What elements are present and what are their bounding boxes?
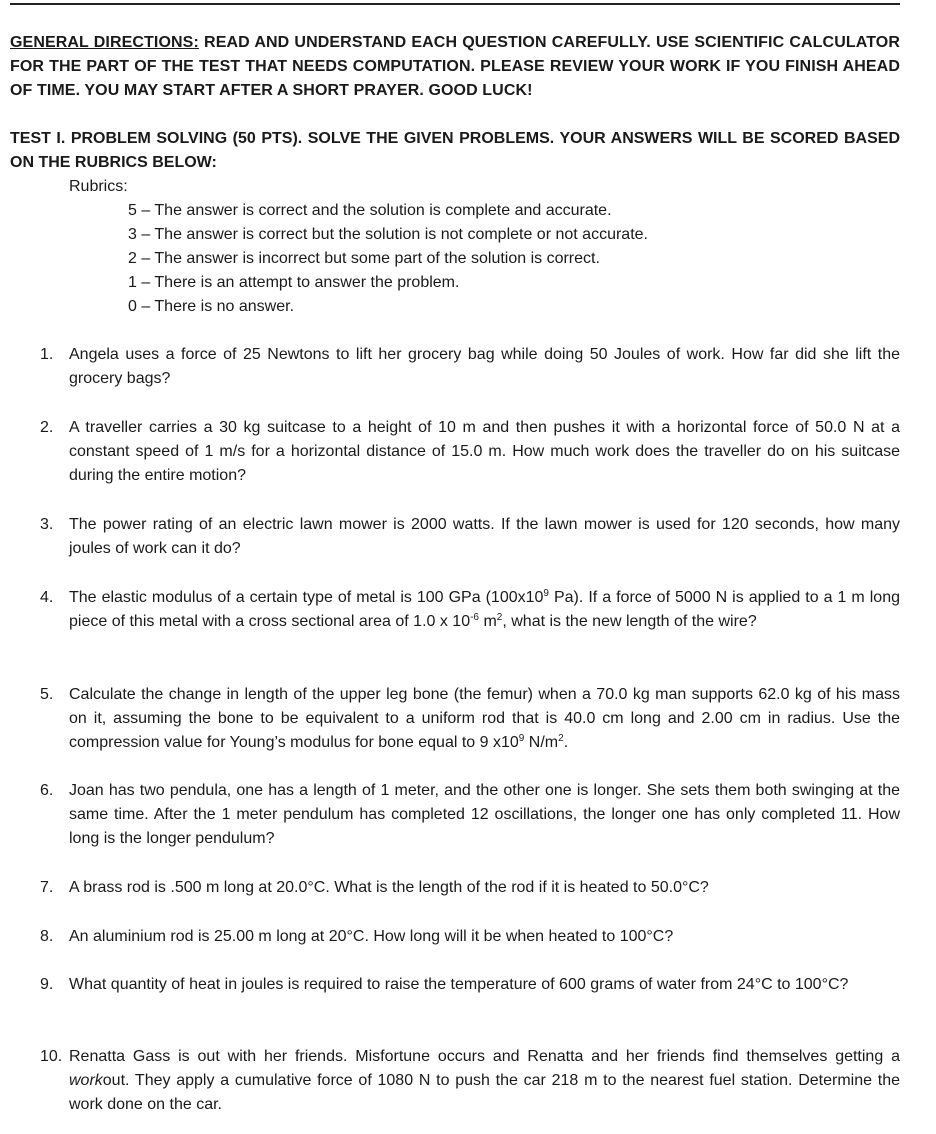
rubrics-label: Rubrics: (69, 178, 128, 195)
question-number: 3. (40, 516, 54, 533)
question-number: 4. (40, 589, 54, 606)
question-6 (40, 779, 900, 851)
question-number: 10. (40, 1048, 63, 1065)
question-8 (40, 925, 900, 949)
rubric-item: 3 – The answer is correct but the solution is not complete or not accurate. (128, 226, 648, 243)
general-directions (10, 31, 900, 103)
question-number: 5. (40, 686, 54, 703)
question-number: 1. (40, 346, 54, 363)
question-text: Angela uses a force of 25 Newtons to lift her grocery bag while doing 50 Joules of work. How far did she lift the grocery bags? (69, 346, 900, 387)
question-4 (40, 586, 900, 634)
question-7 (40, 876, 900, 900)
question-text: Joan has two pendula, one has a length of 1 meter, and the other one is longer. She sets them both swinging at the same time. After the 1 meter pendulum has completed 12 oscillations, the longer one has only completed 11. How long is the longer pendulum? (69, 782, 900, 847)
question-text: An aluminium rod is 25.00 m long at 20°C. How long will it be when heated to 100°C? (69, 928, 674, 945)
question-10 (40, 1045, 900, 1117)
question-9 (40, 973, 900, 997)
test-heading: TEST I. PROBLEM SOLVING (50 PTS). SOLVE THE GIVEN PROBLEMS. YOUR ANSWERS WILL BE SCORED BASED ON THE RUBRICS BELOW: (10, 130, 900, 171)
top-rule (10, 3, 900, 5)
question-text-part: The elastic modulus of a certain type of metal is 100 GPa (100x10 (69, 589, 544, 606)
question-1 (40, 343, 900, 391)
rubric-item: 2 – The answer is incorrect but some part of the solution is correct. (128, 250, 600, 267)
rubric-list (128, 199, 648, 319)
question-3 (40, 513, 900, 561)
question-text-part: , what is the new length of the wire? (502, 613, 757, 630)
question-text-part: . (563, 734, 569, 751)
question-text: What quantity of heat in joules is required to raise the temperature of 600 grams of water from 24°C to 100°C? (69, 976, 849, 993)
question-text-part: m (479, 613, 497, 630)
question-text-part: Renatta Gass is out with her friends. Misfortune occurs and Renatta and her friends find themselves getting a (69, 1048, 900, 1065)
question-2 (40, 416, 900, 488)
emphasis-text: work (69, 1072, 103, 1089)
directions-label: GENERAL DIRECTIONS: (10, 34, 199, 51)
superscript: 2 (558, 733, 564, 744)
superscript: 9 (543, 588, 549, 599)
question-text: A traveller carries a 30 kg suitcase to a height of 10 m and then pushes it with a horizontal force of 50.0 N at a constant speed of 1 m/s for a horizontal distance of 15.0 m. How much work does the traveller do on his suitcase during the entire motion? (69, 419, 900, 484)
superscript: 9 (518, 733, 525, 744)
directions-text: READ AND UNDERSTAND EACH QUESTION CAREFULLY. USE SCIENTIFIC CALCULATOR FOR THE PART OF THE TEST THAT NEEDS COMPUTATION. PLEASE REVIEW YOUR WORK IF YOU FINISH AHEAD OF TIME. YOU MAY START AFTER A SHORT PRAYER. GOOD LUCK! (10, 34, 900, 99)
superscript: 2 (496, 612, 503, 623)
question-text-part: Calculate the change in length of the upper leg bone (the femur) when a 70.0 kg man supports 62.0 kg of his mass on it, assuming the bone to be equivalent to a uniform rod that is 40.0 cm long and 2.00 cm in radius. Use the compression value for Young’s modulus for bone equal to 9 x10 (69, 686, 900, 751)
question-text (69, 683, 900, 755)
rubric-item: 5 – The answer is correct and the solution is complete and accurate. (128, 202, 612, 219)
question-text (69, 586, 900, 634)
question-5 (40, 683, 900, 755)
question-text-part: Pa). If a force of 5000 N is applied to a 1 m long piece of this metal with a cross sectional area of 1.0 x 10 (69, 589, 900, 630)
question-text-part: N/m (524, 734, 559, 751)
rubric-item: 0 – There is no answer. (128, 298, 295, 315)
question-text-part: out. They apply a cumulative force of 1080 N to push the car 218 m to the nearest fuel station. Determine the work done on the car. (69, 1072, 900, 1113)
question-text: The power rating of an electric lawn mower is 2000 watts. If the lawn mower is used for 120 seconds, how many joules of work can it do? (69, 516, 900, 557)
rubric-item: 1 – There is an attempt to answer the problem. (128, 274, 460, 291)
question-number: 2. (40, 419, 54, 436)
question-number: 6. (40, 782, 54, 799)
question-number: 9. (40, 976, 54, 993)
question-number: 8. (40, 928, 54, 945)
question-text (69, 1045, 900, 1117)
question-number: 7. (40, 879, 54, 896)
question-text: A brass rod is .500 m long at 20.0°C. What is the length of the rod if it is heated to 50.0°C? (69, 879, 709, 896)
superscript: -6 (470, 612, 479, 623)
